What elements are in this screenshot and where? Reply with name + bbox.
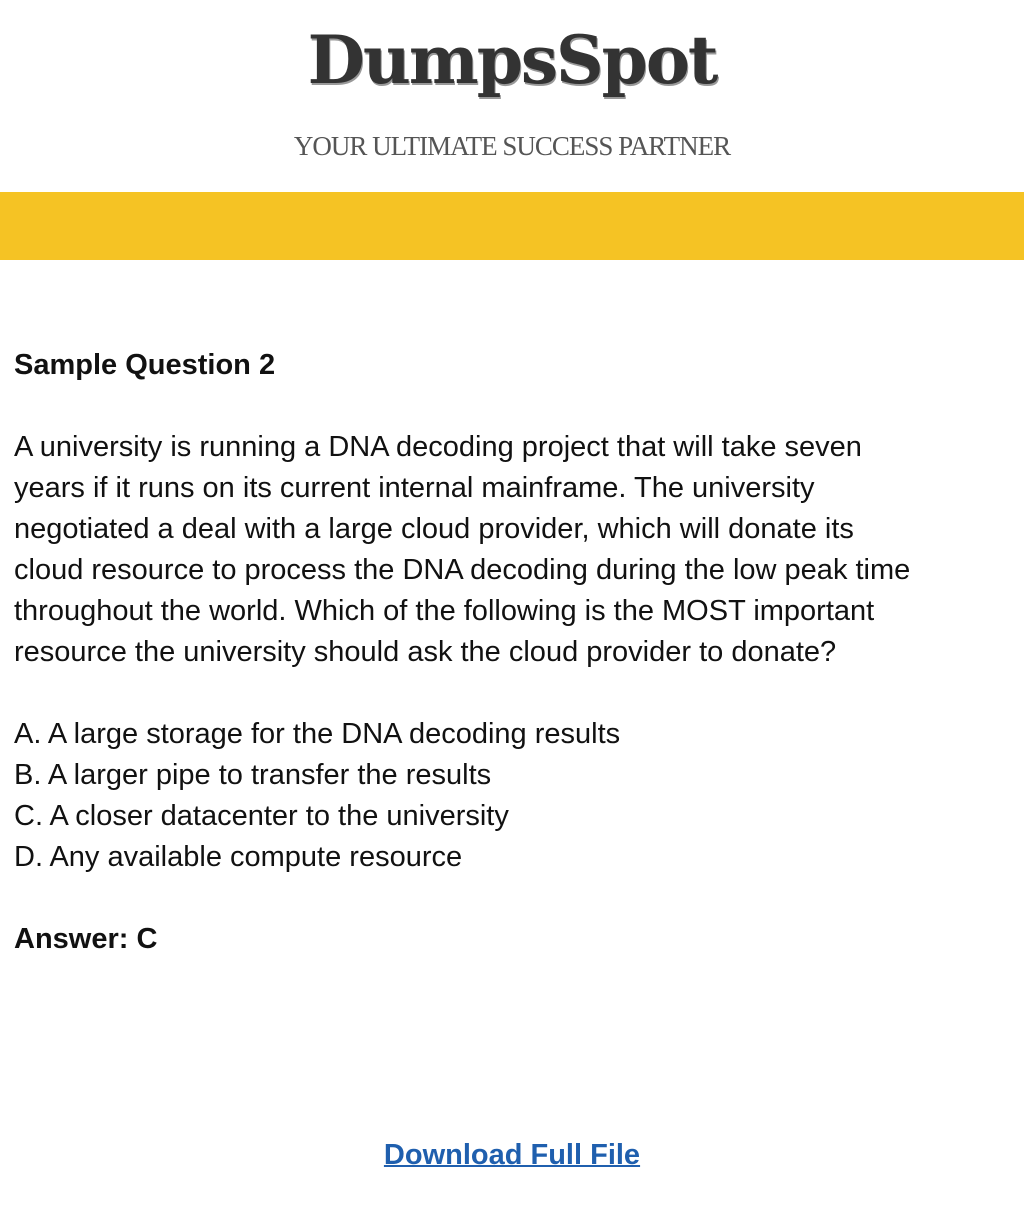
question-title: Sample Question 2 xyxy=(14,349,276,381)
option-a: A. A large storage for the DNA decoding results xyxy=(14,718,621,750)
yellow-band xyxy=(0,192,1024,260)
answer: Answer: C xyxy=(14,923,158,955)
tagline: YOUR ULTIMATE SUCCESS PARTNER xyxy=(293,131,731,161)
question-line: resource the university should ask the cloud provider to donate? xyxy=(14,636,837,668)
option-c: C. A closer datacenter to the university xyxy=(14,800,509,832)
question-line: cloud resource to process the DNA decoding during the low peak time xyxy=(14,554,911,586)
option-d: D. Any available compute resource xyxy=(14,841,463,873)
header xyxy=(0,0,1024,192)
question-content xyxy=(14,345,1014,960)
question-line: A university is running a DNA decoding project that will take seven xyxy=(14,431,862,463)
question-line: negotiated a deal with a large cloud provider, which will donate its xyxy=(14,513,854,545)
question-line: years if it runs on its current internal mainframe. The university xyxy=(14,472,815,504)
logo-wordmark xyxy=(308,20,717,100)
download-full-file-link[interactable]: Download Full File xyxy=(383,1139,641,1171)
download-section xyxy=(0,1139,1024,1172)
question-line: throughout the world. Which of the following is the MOST important xyxy=(14,595,875,627)
option-b: B. A larger pipe to transfer the results xyxy=(14,759,492,791)
logo-text: DumpsSpot xyxy=(307,21,717,99)
logo xyxy=(0,20,1024,100)
